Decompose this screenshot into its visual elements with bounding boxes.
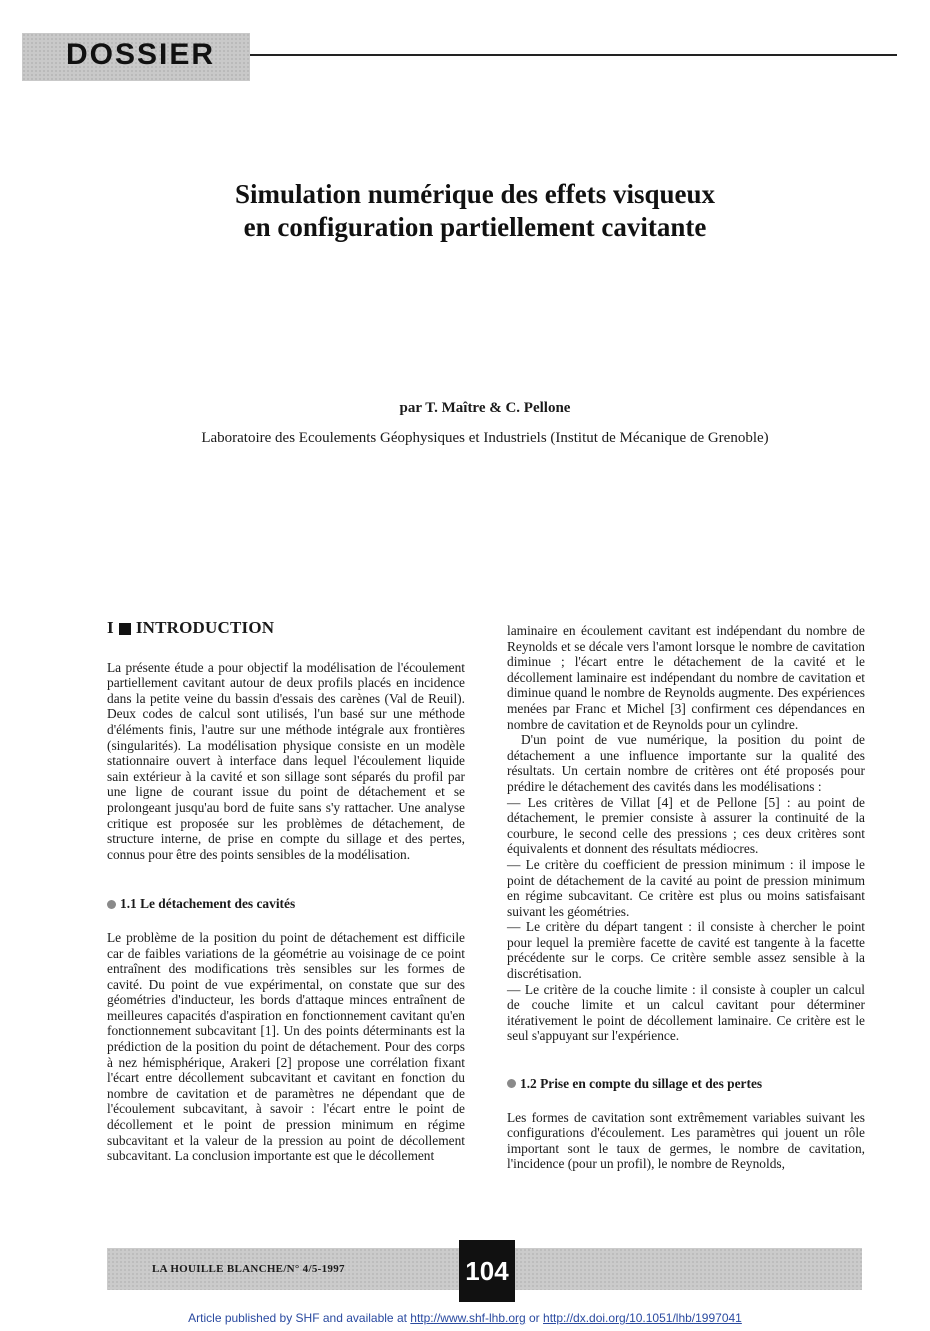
intro-paragraph: La présente étude a pour objectif la modélisation de l'écoulement partiellement cavitant autour de deux profils placés en incidence dans la petite veine du bassin d'essais des carènes (Val de Reuil). Deux codes de calcul sont utilisés, l'un basé sur une méthode d'éléments finis, l'autre sur une méthode intégrale aux frontières (singularités). La modélisation physique consiste en un modèle stationnaire ouvert à interface dans lequel l'écoulement liquide sain extérieur à la cavité et son sillage sont séparés du profil par une ligne de courant issue du point de détachement et se prolongeant jusqu'au bord de fuite sans s'y rattacher. Une analyse critique est proposée sur les problèmes de détachement, de structure interne, de prise en compte du sillage et des pertes, connus pour être des points sensibles de la modélisation. xyxy=(107,659,465,862)
citation-line xyxy=(0,1311,930,1325)
section-heading xyxy=(107,620,465,636)
criterion-boundary-layer: — Le critère de la couche limite : il consiste à coupler un calcul de couche limite et un calcul cavitant pour déterminer itérativement le point de décollement laminaire. Ce critère est le seul s'appuyant sur l'expérience. xyxy=(507,981,865,1044)
citation-mid: or xyxy=(525,1311,544,1325)
article-title xyxy=(120,178,830,244)
square-bullet-icon xyxy=(119,623,131,635)
wake-losses-paragraph: Les formes de cavitation sont extrêmement variables suivant les configurations d'écoulement. Les paramètres qui jouent un rôle important sont le taux de germes, le nombre de cavitation, l'incidence (pour un profil), le nombre de Reynolds, xyxy=(507,1109,865,1172)
affiliation: Laboratoire des Ecoulements Géophysiques et Industriels (Institut de Mécanique de Grenoble) xyxy=(201,430,769,446)
section-label: DOSSIER xyxy=(66,38,216,71)
numerical-paragraph: D'un point de vue numérique, la position du point de détachement a une influence importante sur la qualité des résultats. Un certain nombre de critères ont été proposés pour prédire le détachement des cavités dans les modélisations : xyxy=(507,732,865,794)
page-number: 104 xyxy=(459,1240,515,1302)
continuation-paragraph: laminaire en écoulement cavitant est indépendant du nombre de Reynolds et se décale vers l'amont lorsque le nombre de cavitation diminue ; l'écart entre le détachement de la cavité et le décollement laminaire est indépendant du nombre de cavitation et diminue quand le nombre de Reynolds augmente. Des expériences menées par Franc et Michel [3] confirment ces dépendances en nombre de cavitation et de Reynolds pour un cylindre. xyxy=(507,623,865,732)
doi-link[interactable]: http://dx.doi.org/10.1051/lhb/1997041 xyxy=(543,1311,742,1325)
subsection-heading-1-1 xyxy=(107,896,465,912)
circle-bullet-icon xyxy=(107,900,116,909)
subsection-title: 1.2 Prise en compte du sillage et des pertes xyxy=(520,1076,763,1092)
left-column xyxy=(107,620,465,1164)
title-line-2: en configuration partiellement cavitante xyxy=(243,212,707,242)
criterion-tangent: — Le critère du départ tangent : il consiste à chercher le point pour lequel la première facette de cavité est tangente à la facette précédente sur le corps. Ce critère semble assez sensible à la discrétisation. xyxy=(507,919,865,982)
criterion-min-pressure: — Le critère du coefficient de pression minimum : il impose le point de détachement de la cavité au point de pression minimum en régime subcavitant. Ce critère est plus ou moins satisfaisant suivant les géométries. xyxy=(507,856,865,919)
circle-bullet-icon xyxy=(507,1079,516,1088)
journal-reference: LA HOUILLE BLANCHE/N° 4/5-1997 xyxy=(152,1263,345,1275)
section-title: INTRODUCTION xyxy=(135,618,275,637)
detachment-paragraph: Le problème de la position du point de détachement est difficile car de faibles variations de la géométrie au voisinage de ce point entraînent des modifications très sensibles sur les formes de cavité. Du point de vue expérimental, on constate que sur des géométries d'inducteur, les bords d'attaque minces entraînent de meilleures capacités d'aspiration en fonctionnement cavitant qu'en fonctionnement subcavitant [1]. Un des points déterminants est la prédiction de la position du point de détachement. Pour des corps à nez hémisphérique, Arakeri [2] propose une corrélation fixant l'écart entre décollement subcavitant et cavitant en fonction du nombre de cavitation et de paramètres ne dépendant que de l'écoulement subcavitant, à savoir : l'écart entre le point de décollement et le point de pression minimum en régime subcavitant et la valeur de la pression au point de décollement subcavitant. La conclusion importante est que le décollement xyxy=(107,929,465,1164)
authors: par T. Maître & C. Pellone xyxy=(399,400,571,416)
shf-link[interactable]: http://www.shf-lhb.org xyxy=(410,1311,526,1325)
citation-prefix: Article published by SHF and available at xyxy=(188,1311,411,1325)
subsection-title: 1.1 Le détachement des cavités xyxy=(120,896,296,912)
section-number: I xyxy=(107,618,114,637)
header-rule xyxy=(250,54,897,56)
subsection-heading-1-2 xyxy=(507,1076,865,1092)
criterion-villat-pellone: — Les critères de Villat [4] et de Pellone [5] : au point de détachement, le premier consiste à assurer la continuité de la courbure, le second celle des pressions ; ces deux critères sont équivalents et donnent des résultats médiocres. xyxy=(507,794,865,857)
title-line-1: Simulation numérique des effets visqueux xyxy=(234,179,716,209)
right-column xyxy=(507,623,865,1172)
